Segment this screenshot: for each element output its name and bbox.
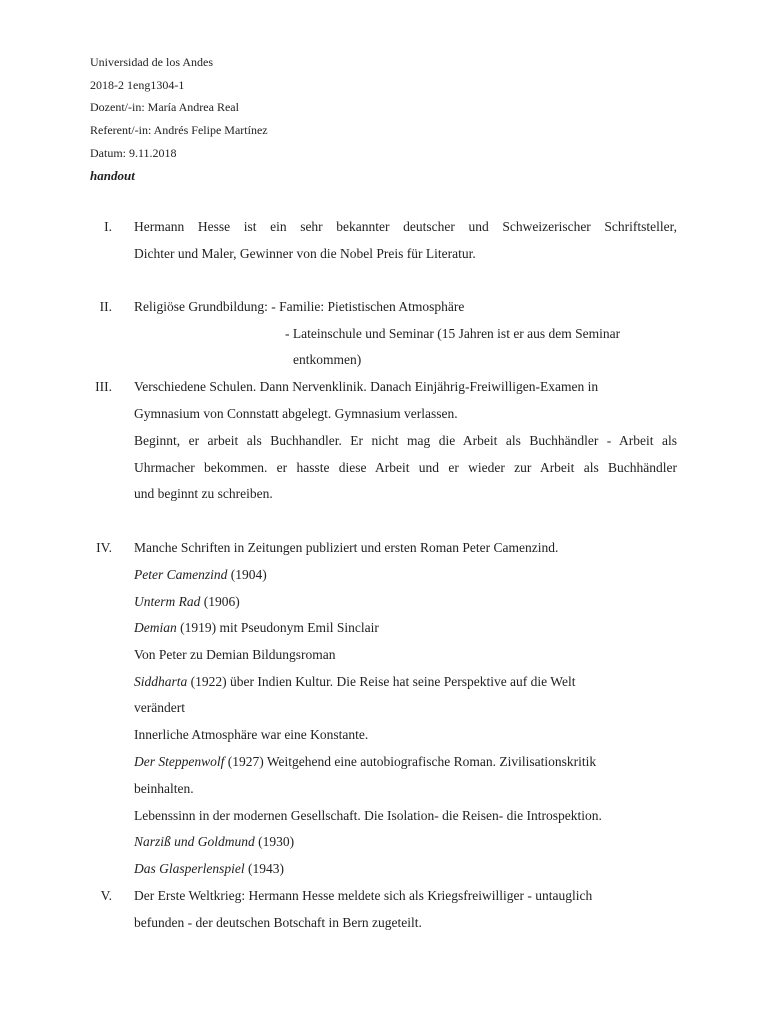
section-5-line-2: befunden - der deutschen Botschaft in Bern zugeteilt. [134, 915, 422, 930]
section-3-line-2: Gymnasium von Connstatt abgelegt. Gymnasium verlassen. [134, 406, 458, 421]
section-5-line-1: Der Erste Weltkrieg: Hermann Hesse meldete sich als Kriegsfreiwilliger - untauglich [134, 888, 593, 903]
book-detail-5: (1927) Weitgehend eine autobiografische Roman. Zivilisationskritik [224, 754, 597, 769]
book-detail-7: (1943) [244, 861, 284, 876]
book-title-4: Siddharta [134, 674, 188, 689]
header-date: Datum: 9.11.2018 [90, 146, 177, 160]
book-entry-4 [134, 674, 575, 690]
section-1-line-2: Dichter und Maler, Gewinner von die Nobel Preis für Literatur. [134, 246, 476, 261]
document-title: handout [90, 168, 135, 183]
book-title-6: Narziß und Goldmund [134, 834, 255, 849]
section-2-line-1: Religiöse Grundbildung: - Familie: Pietistischen Atmosphäre [134, 299, 465, 314]
header-lecturer: Dozent/-in: María Andrea Real [90, 100, 239, 114]
book-title-5: Der Steppenwolf [134, 754, 225, 769]
book-detail-4: (1922) über Indien Kultur. Die Reise hat seine Perspektive auf die Welt [187, 674, 576, 689]
book-entry-4-cont: verändert [134, 700, 185, 715]
section-2-line-2: - Lateinschule und Seminar (15 Jahren ist er aus dem Seminar [285, 326, 621, 341]
book-title-1: Peter Camenzind [134, 567, 228, 582]
section-number-4: IV. [96, 540, 112, 555]
section-4-note-2: Innerliche Atmosphäre war eine Konstante. [134, 727, 369, 742]
book-title-2: Unterm Rad [134, 594, 201, 609]
book-detail-1: (1904) [227, 567, 267, 582]
section-number-3: III. [95, 379, 112, 394]
section-3-line-4: Uhrmacher bekommen. er hasste diese Arbeit und er wieder zur Arbeit als Buchhändler [134, 460, 677, 475]
book-detail-6: (1930) [254, 834, 295, 849]
book-entry-2 [134, 594, 240, 610]
section-4-note-1: Von Peter zu Demian Bildungsroman [134, 647, 336, 662]
book-entry-3 [134, 620, 379, 636]
section-3-line-5: und beginnt zu schreiben. [134, 486, 273, 501]
section-1-line-1: Hermann Hesse ist ein sehr bekannter deutscher und Schweizerischer Schriftsteller, [134, 219, 677, 234]
book-entry-5 [134, 754, 596, 770]
book-entry-5-cont: beinhalten. [134, 781, 194, 796]
book-title-3: Demian [134, 620, 177, 635]
header-course: 2018-2 1eng1304-1 [90, 78, 185, 92]
header-university: Universidad de los Andes [90, 55, 213, 69]
section-number-2: II. [99, 299, 112, 314]
section-number-5: V. [100, 888, 112, 903]
section-4-intro: Manche Schriften in Zeitungen publiziert und ersten Roman Peter Camenzind. [134, 540, 559, 555]
section-2-line-3: entkommen) [293, 352, 362, 367]
book-detail-2: (1906) [200, 594, 240, 609]
section-3-line-3: Beginnt, er arbeit als Buchhandler. Er nicht mag die Arbeit als Buchhändler - Arbeit als [134, 433, 677, 448]
book-entry-1 [134, 567, 267, 583]
book-title-7: Das Glasperlenspiel [134, 861, 245, 876]
section-number-1: I. [104, 219, 112, 234]
header-speaker: Referent/-in: Andrés Felipe Martínez [90, 123, 268, 137]
section-3-line-1: Verschiedene Schulen. Dann Nervenklinik. Danach Einjährig-Freiwilligen-Examen in [134, 379, 599, 394]
section-4-note-3: Lebenssinn in der modernen Gesellschaft. Die Isolation- die Reisen- die Introspektion. [134, 808, 602, 823]
book-entry-7 [134, 861, 284, 877]
book-detail-3: (1919) mit Pseudonym Emil Sinclair [176, 620, 379, 635]
book-entry-6 [134, 834, 294, 850]
